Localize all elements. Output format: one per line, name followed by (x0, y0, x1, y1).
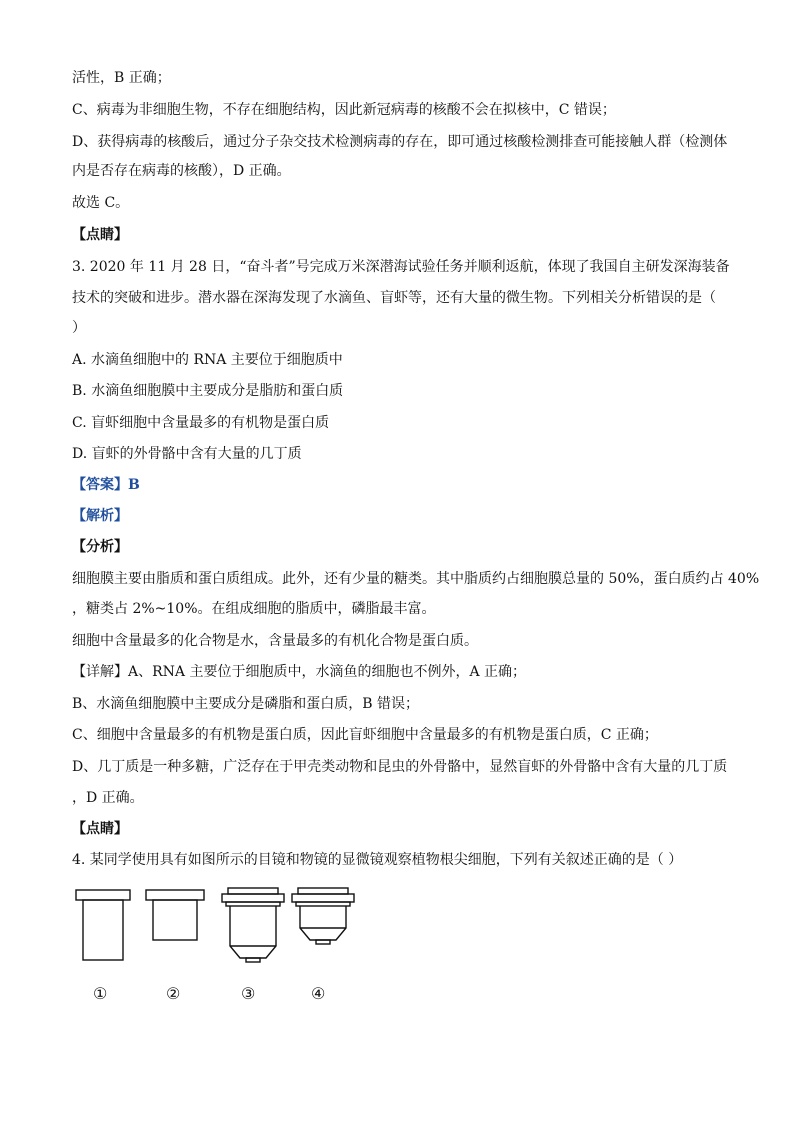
microscope-lens-figure (72, 884, 392, 1014)
eyepiece-short-icon (146, 890, 204, 940)
detail-line: 【详解】A、RNA 主要位于细胞质中，水滴鱼的细胞也不例外，A 正确； (72, 664, 527, 680)
option-b: B. 水滴鱼细胞膜中主要成分是脂肪和蛋白质 (72, 383, 344, 399)
detail-line: ，D 正确。 (72, 790, 144, 806)
section-heading-dianjing: 【点睛】 (72, 821, 128, 837)
question-4-line: 4. 某同学使用具有如图所示的目镜和物镜的显微镜观察植物根尖细胞，下列有关叙述正确的是（ ） (72, 852, 683, 868)
text-line: 故选 C。 (72, 195, 130, 211)
text-line: C、病毒为非细胞生物，不存在细胞结构，因此新冠病毒的核酸不会在拟核中，C 错误； (72, 102, 616, 118)
option-d: D. 盲虾的外骨骼中含有大量的几丁质 (72, 446, 302, 462)
objective-short-icon (292, 888, 354, 944)
figure-label-1: ① (93, 984, 108, 1003)
text-line: 活性，B 正确； (72, 70, 171, 86)
analysis-heading: 【解析】 (72, 508, 128, 524)
question-3-line: 技术的突破和进步。潜水器在深海发现了水滴鱼、盲虾等，还有大量的微生物。下列相关分析错误的是（ (72, 290, 716, 306)
option-c: C. 盲虾细胞中含量最多的有机物是蛋白质 (72, 415, 330, 431)
figure-label-2: ② (166, 984, 181, 1003)
fenxi-heading: 【分析】 (72, 539, 128, 555)
eyepiece-long-icon (76, 890, 130, 960)
question-3-line: 3. 2020 年 11 月 28 日，“奋斗者”号完成万米深潜海试验任务并顺利返航，体现了我国自主研发深海装备 (72, 259, 730, 275)
text-line: 内是否存在病毒的核酸），D 正确。 (72, 163, 291, 179)
text-line: 细胞中含量最多的化合物是水，含量最多的有机化合物是蛋白质。 (72, 633, 478, 649)
text-line: D、获得病毒的核酸后，通过分子杂交技术检测病毒的存在，即可通过核酸检测排查可能接触人群（检测体 (72, 134, 728, 150)
answer-heading: 【答案】B (72, 477, 140, 493)
section-heading-dianjing: 【点睛】 (72, 227, 128, 243)
text-line: 细胞膜主要由脂质和蛋白质组成。此外，还有少量的糖类。其中脂质约占细胞膜总量的 50%，蛋白质约占 40% (72, 571, 760, 587)
text-line: ，糖类占 2%~10%。在组成细胞的脂质中，磷脂最丰富。 (72, 601, 436, 617)
question-3-line: ） (72, 320, 86, 336)
detail-line: B、水滴鱼细胞膜中主要成分是磷脂和蛋白质，B 错误； (72, 696, 420, 712)
figure-label-3: ③ (241, 984, 256, 1003)
option-a: A. 水滴鱼细胞中的 RNA 主要位于细胞质中 (72, 352, 343, 368)
detail-line: D、几丁质是一种多糖，广泛存在于甲壳类动物和昆虫的外骨骼中，显然盲虾的外骨骼中含有大量的几丁质 (72, 759, 728, 775)
objective-long-icon (222, 888, 284, 962)
detail-line: C、细胞中含量最多的有机物是蛋白质，因此盲虾细胞中含量最多的有机物是蛋白质，C 正确； (72, 727, 658, 743)
figure-label-4: ④ (311, 984, 326, 1003)
